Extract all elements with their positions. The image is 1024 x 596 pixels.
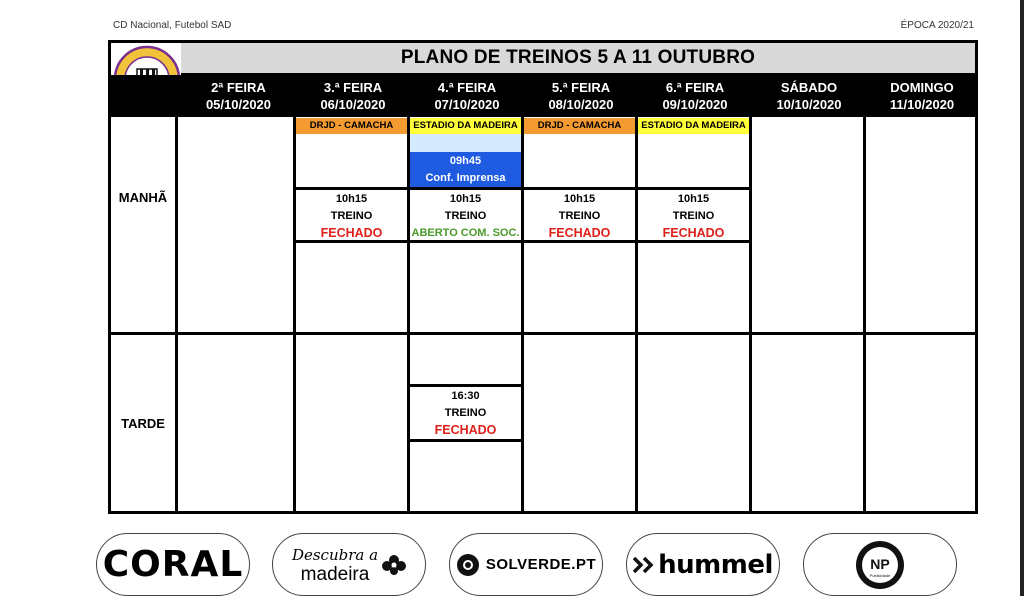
day-date: 11/10/2020 (889, 97, 955, 112)
period-divider (111, 332, 975, 335)
session-time: 10h15 (335, 193, 368, 205)
venue-strip (410, 134, 521, 152)
grid-line (293, 117, 296, 511)
venue-wed: ESTADIO DA MADEIRA (410, 118, 521, 134)
session-thu (524, 191, 635, 242)
session-time: 16:30 (451, 390, 480, 402)
grid-line (863, 117, 866, 511)
day-date: 09/10/2020 (662, 97, 728, 112)
np-logo-icon (854, 539, 906, 591)
day-date: 06/10/2020 (320, 97, 386, 112)
session-status: FECHADO (320, 226, 383, 240)
day-name: 5.ª FEIRA (551, 80, 611, 95)
press-time: 09h45 (449, 155, 482, 167)
press-label: Conf. Imprensa (425, 172, 506, 184)
session-type: TREINO (444, 210, 487, 222)
period-afternoon: TARDE (121, 416, 165, 431)
club-name: CD Nacional, Futebol SAD (113, 20, 232, 31)
venue-thu: DRJD - CAMACHA (524, 118, 635, 134)
grid-line (521, 117, 524, 511)
session-border (296, 187, 749, 190)
session-wed (410, 191, 521, 242)
session-type: TREINO (558, 210, 601, 222)
session-time: 10h15 (449, 193, 482, 205)
day-date: 07/10/2020 (434, 97, 500, 112)
session-time: 10h15 (677, 193, 710, 205)
chevrons-icon (633, 555, 655, 575)
grid-line (749, 117, 752, 511)
day-name: DOMINGO (890, 80, 954, 95)
hummel-text: hummel (658, 549, 773, 580)
sun-icon (456, 553, 480, 577)
training-schedule (108, 40, 978, 514)
session-type: TREINO (330, 210, 373, 222)
day-name: 4.ª FEIRA (437, 80, 497, 95)
day-header-sun (866, 75, 978, 117)
day-header-thu (524, 75, 638, 117)
session-fri (638, 191, 749, 242)
day-header-tue (296, 75, 410, 117)
session-tue (296, 191, 407, 242)
page-title: PLANO DE TREINOS 5 A 11 OUTUBRO (181, 43, 975, 75)
grid-line (175, 117, 178, 511)
session-status: ABERTO COM. SOC. (411, 227, 520, 239)
sponsor-solverde (449, 533, 603, 596)
coral-logo-text: CORAL (102, 544, 244, 585)
madeira-line1: Descubra a (291, 545, 379, 564)
day-date: 08/10/2020 (548, 97, 614, 112)
session-status: FECHADO (548, 226, 611, 240)
np-logo-subtext: Publicidade (869, 572, 891, 578)
day-header-sat (752, 75, 866, 117)
session-status: FECHADO (662, 226, 725, 240)
day-name: 2ª FEIRA (211, 80, 266, 95)
madeira-line2: madeira (300, 563, 370, 585)
sponsor-np (803, 533, 957, 596)
day-name: 6.ª FEIRA (665, 80, 725, 95)
season-label: ÉPOCA 2020/21 (900, 20, 974, 31)
session-border (410, 384, 521, 387)
solverde-text: SOLVERDE.PT (485, 556, 597, 573)
day-name: 3.ª FEIRA (323, 80, 383, 95)
grid-line (635, 117, 638, 511)
np-logo-text: NP (870, 555, 890, 572)
day-header-fri (638, 75, 752, 117)
day-name: SÁBADO (780, 80, 838, 95)
day-header-wed (410, 75, 524, 117)
session-status: FECHADO (434, 423, 497, 437)
session-type: TREINO (672, 210, 715, 222)
day-date: 05/10/2020 (205, 97, 272, 112)
flower-icon (382, 554, 406, 576)
session-type: TREINO (444, 407, 487, 419)
window-edge (1020, 0, 1024, 596)
day-header-mon (181, 75, 296, 117)
venue-tue: DRJD - CAMACHA (296, 118, 407, 134)
session-wed-afternoon (410, 388, 521, 439)
session-time: 10h15 (563, 193, 596, 205)
sponsor-coral (96, 533, 250, 596)
press-conference (410, 152, 521, 189)
venue-fri: ESTADIO DA MADEIRA (638, 118, 749, 134)
day-date: 10/10/2020 (776, 97, 842, 112)
period-morning: MANHÃ (118, 190, 168, 205)
sponsor-madeira (272, 533, 426, 596)
sponsor-hummel (626, 533, 780, 596)
session-border (410, 439, 521, 442)
